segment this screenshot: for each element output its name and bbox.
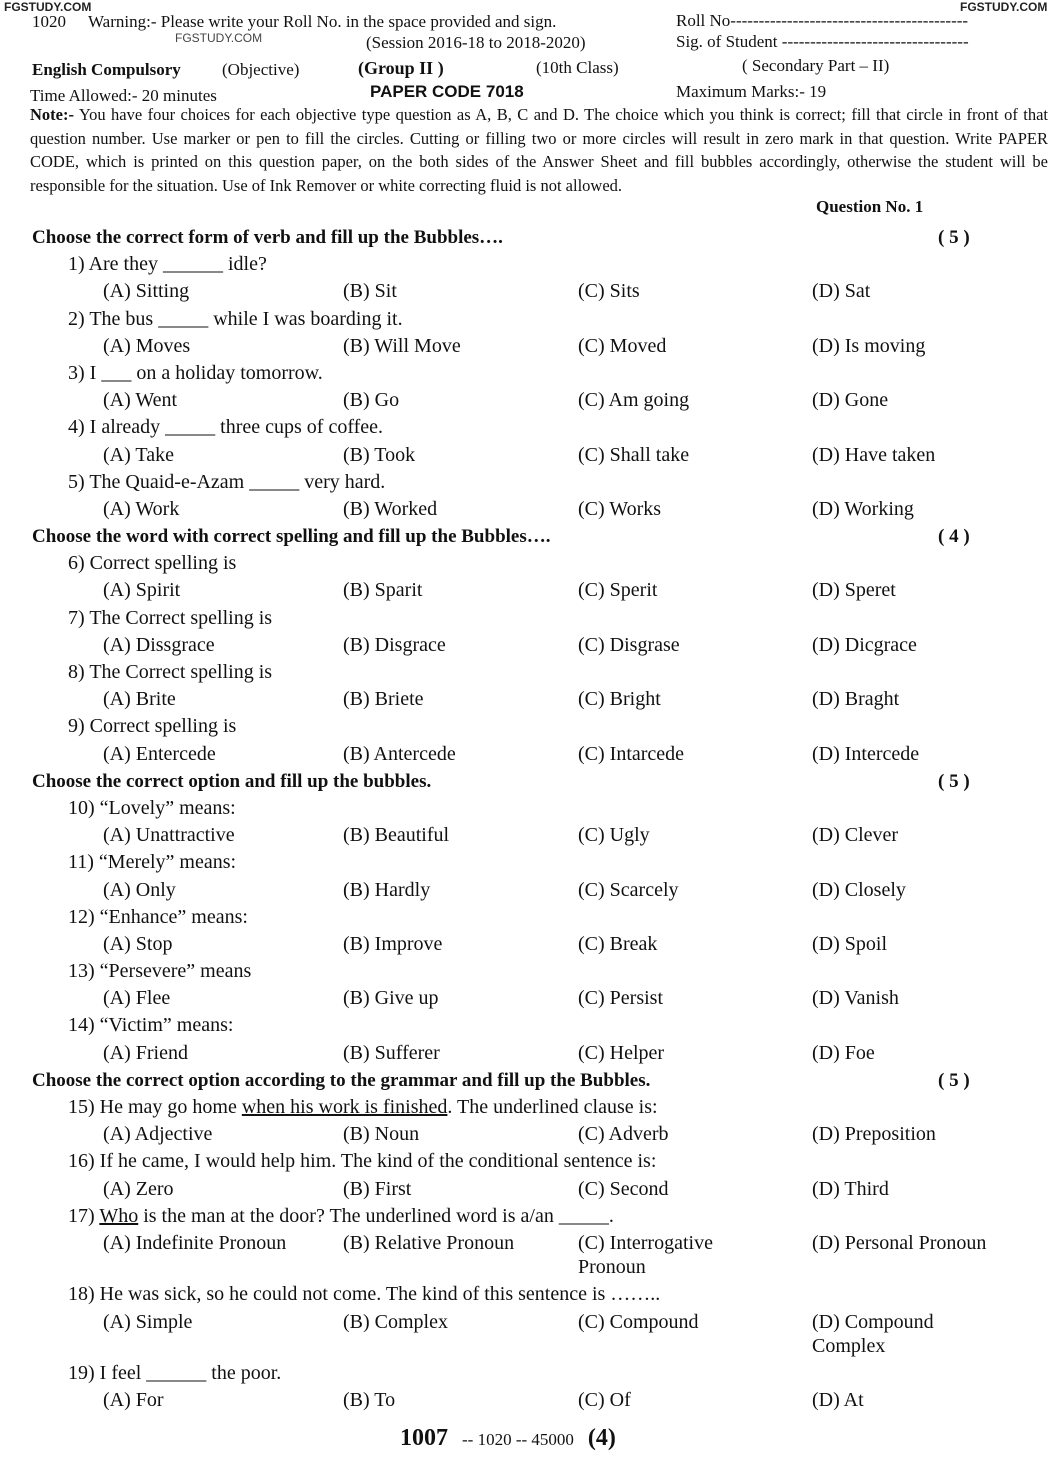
option[interactable]: (A) Moves [103, 334, 191, 357]
option[interactable]: (B) Hardly [343, 878, 431, 901]
option[interactable]: (A) Work [103, 497, 180, 520]
option[interactable]: (D) Speret [812, 579, 896, 602]
option[interactable]: (C) Interrogative [578, 1231, 713, 1254]
option[interactable]: (D) Intercede [812, 742, 920, 765]
section-heading [0, 224, 1059, 251]
signature-field[interactable]: Sig. of Student --------------------------------- [676, 32, 969, 51]
options-row [0, 822, 1059, 849]
question [0, 849, 1059, 876]
question-number: 18) [68, 1283, 95, 1306]
option[interactable]: (C) Bright [578, 688, 661, 711]
watermark: FGSTUDY.COM [4, 0, 92, 14]
option[interactable]: (D) Compound [812, 1310, 934, 1333]
question-text: I already _____ three cups of coffee. [89, 416, 384, 439]
question-text: “Merely” means: [98, 851, 237, 874]
option[interactable]: (C) Intarcede [578, 742, 685, 765]
question-text: I ___ on a holiday tomorrow. [89, 361, 323, 384]
question-text: Correct spelling is [89, 715, 237, 738]
footer-page: (4) [587, 1425, 616, 1451]
question [0, 1148, 1059, 1175]
section-heading [0, 768, 1059, 795]
question [0, 605, 1059, 632]
option[interactable]: (A) Adjective [103, 1123, 213, 1146]
option-continued: Complex [812, 1334, 886, 1357]
question [0, 360, 1059, 387]
section-marks: ( 5 ) [938, 1069, 970, 1091]
option[interactable]: (B) Beautiful [343, 824, 450, 847]
option[interactable]: (C) Of [578, 1389, 631, 1412]
underlined-text: Who [99, 1204, 139, 1227]
option[interactable]: (A) Stop [103, 932, 173, 955]
option[interactable]: (B) Disgrace [343, 633, 446, 656]
option[interactable]: (C) Shall take [578, 443, 690, 466]
option[interactable]: (B) First [343, 1177, 412, 1200]
underlined-text: when his work is finished [241, 1096, 448, 1118]
question-number: 14) [68, 1014, 95, 1037]
question [0, 1203, 1059, 1230]
option[interactable]: (A) Flee [103, 987, 171, 1010]
question [0, 904, 1059, 931]
question [0, 1094, 1059, 1121]
option[interactable]: (D) At [812, 1389, 864, 1412]
options-row [0, 577, 1059, 604]
question-number: 9) [68, 715, 85, 738]
question-number: 10) [68, 796, 95, 819]
question-number: 7) [68, 606, 85, 629]
question-text: The Correct spelling is [89, 661, 273, 683]
section-title: Choose the word with correct spelling and fill up the Bubbles…. [32, 526, 551, 548]
option[interactable]: (B) Relative Pronoun [343, 1231, 515, 1254]
footer-series: -- 1020 -- 45000 [462, 1430, 574, 1449]
options-row [0, 278, 1059, 305]
options-row [0, 1121, 1059, 1148]
section-title: Choose the correct option and fill up the bubbles. [32, 770, 432, 792]
question [0, 1281, 1059, 1308]
options-row [0, 442, 1059, 469]
option[interactable]: (B) Took [343, 443, 416, 466]
paper-type: (Objective) [222, 60, 300, 79]
section-marks: ( 5 ) [938, 770, 970, 792]
option[interactable]: (A) Dissgrace [103, 633, 215, 656]
option[interactable]: (C) Second [578, 1177, 669, 1200]
option[interactable]: (C) Helper [578, 1041, 665, 1064]
option[interactable]: (B) Sparit [343, 579, 423, 602]
question-number: 15) [68, 1096, 95, 1118]
option[interactable]: (A) For [103, 1389, 164, 1412]
paper-code: PAPER CODE 7018 [370, 82, 524, 101]
warning-text: Warning:- Please write your Roll No. in the space provided and sign. [88, 12, 557, 31]
options-row [0, 387, 1059, 414]
instructions-note [30, 103, 1048, 197]
question-number: Question No. 1 [816, 197, 924, 216]
question [0, 1012, 1059, 1039]
option[interactable]: (B) Go [343, 389, 400, 412]
section-marks: ( 4 ) [938, 526, 970, 548]
option-continued: Pronoun [578, 1256, 646, 1279]
question-number: 5) [68, 470, 85, 493]
option[interactable]: (B) Improve [343, 932, 443, 955]
option[interactable]: (A) Simple [103, 1310, 193, 1333]
question [0, 958, 1059, 985]
option[interactable]: (B) Worked [343, 497, 438, 520]
question [0, 469, 1059, 496]
footer-code: 1007 [400, 1425, 448, 1451]
question [0, 251, 1059, 278]
options-row [0, 1040, 1059, 1067]
option[interactable]: (D) Is moving [812, 334, 926, 357]
option[interactable]: (D) Vanish [812, 987, 899, 1010]
option[interactable]: (D) Clever [812, 824, 899, 847]
options-row [0, 1309, 1059, 1336]
subject: English Compulsory [32, 60, 181, 79]
question-number: 13) [68, 960, 95, 983]
option[interactable]: (D) Third [812, 1177, 889, 1200]
part: ( Secondary Part – II) [742, 56, 890, 75]
option[interactable]: (B) Sit [343, 280, 397, 303]
option[interactable]: (A) Went [103, 389, 178, 412]
option[interactable]: (A) Spirit [103, 579, 181, 602]
question-number: 16) [68, 1150, 95, 1173]
question-text: If he came, I would help him. The kind of the conditional sentence is: [99, 1150, 657, 1173]
option[interactable]: (B) Complex [343, 1310, 448, 1333]
option[interactable]: (C) Persist [578, 987, 663, 1010]
option[interactable]: (B) Briete [343, 688, 424, 711]
section-title: Choose the correct form of verb and fill up the Bubbles…. [32, 227, 503, 248]
option[interactable]: (D) Spoil [812, 932, 887, 955]
option[interactable]: (C) Ugly [578, 824, 650, 847]
option[interactable]: (D) Foe [812, 1041, 875, 1064]
option[interactable]: (A) Zero [103, 1177, 174, 1200]
question [0, 1360, 1059, 1387]
section-heading [0, 523, 1059, 550]
question-number: 6) [68, 552, 85, 575]
group: (Group II ) [358, 58, 444, 78]
question-number: 1) [68, 253, 85, 276]
options-row [0, 496, 1059, 523]
option[interactable]: (C) Works [578, 497, 662, 520]
option[interactable]: (C) Break [578, 932, 658, 955]
watermark: FGSTUDY.COM [175, 31, 263, 45]
question-text: The bus _____ while I was boarding it. [89, 307, 403, 330]
option[interactable]: (A) Sitting [103, 280, 190, 303]
option[interactable]: (D) Personal Pronoun [812, 1231, 987, 1254]
class: (10th Class) [536, 58, 619, 77]
option[interactable]: (A) Brite [103, 688, 176, 711]
section-heading [0, 1067, 1059, 1094]
options-row [0, 632, 1059, 659]
option[interactable]: (B) To [343, 1389, 396, 1412]
option[interactable]: (D) Braght [812, 688, 900, 711]
question [0, 414, 1059, 441]
question-text: He was sick, so he could not come. The kind of this sentence is …….. [99, 1283, 661, 1306]
options-row-continued [0, 1333, 1059, 1360]
options-row [0, 1230, 1059, 1257]
options-row-continued [0, 1254, 1059, 1281]
roll-no-field[interactable]: Roll No------------------------------------------ [676, 11, 969, 30]
watermark: FGSTUDY.COM [960, 0, 1048, 14]
questions-body [0, 224, 1059, 1414]
option[interactable]: (C) Compound [578, 1310, 699, 1333]
question-number: 17) [68, 1204, 95, 1227]
question-text: He may go home [99, 1096, 242, 1118]
session-text: (Session 2016-18 to 2018-2020) [366, 33, 586, 52]
option[interactable]: (A) Entercede [103, 742, 216, 765]
options-row [0, 333, 1059, 360]
option[interactable]: (B) Sufferer [343, 1041, 440, 1064]
option[interactable]: (C) Sperit [578, 579, 658, 602]
question-number: 12) [68, 905, 95, 928]
question [0, 550, 1059, 577]
option[interactable]: (D) Sat [812, 280, 871, 303]
option[interactable]: (B) Give up [343, 987, 439, 1010]
footer [400, 1425, 624, 1452]
option[interactable]: (A) Friend [103, 1041, 188, 1064]
question [0, 659, 1059, 686]
options-row [0, 985, 1059, 1012]
question-number: 11) [68, 851, 94, 874]
question-number: 2) [68, 307, 85, 330]
question [0, 795, 1059, 822]
option[interactable]: (D) Working [812, 497, 914, 520]
option[interactable]: (A) Indefinite Pronoun [103, 1231, 287, 1254]
question-text: Are they ______ idle? [88, 253, 267, 276]
note-text: You have four choices for each objective type question as A, B, C and D. The choice which you think is correct; fill that circle in front of that question number. Use marker or pen to fill the circles. Cutting or filling two or more circles will result in zero mark in that question. Write PAPER CODE, which is printed on this question paper, on the both sides of the Answer Sheet and fill bubbles accordingly, otherwise the student will be responsible for the situation. Use of Ink Remover or white correcting fluid is not allowed. [30, 105, 1049, 195]
question-text: The Correct spelling is [89, 606, 273, 629]
question-number: 3) [68, 361, 85, 384]
question-number: 8) [68, 661, 85, 683]
options-row [0, 1176, 1059, 1203]
option[interactable]: (A) Only [103, 878, 176, 901]
question-text: I feel ______ the poor. [99, 1361, 282, 1384]
options-row [0, 686, 1059, 713]
question-text: Correct spelling is [89, 552, 237, 575]
option[interactable]: (D) Preposition [812, 1123, 936, 1146]
option[interactable]: (C) Moved [578, 334, 667, 357]
section-title: Choose the correct option according to the grammar and fill up the Bubbles. [32, 1069, 651, 1091]
option[interactable]: (C) Sits [578, 280, 640, 303]
question-text: . The underlined clause is: [447, 1096, 658, 1118]
time-allowed: Time Allowed:- 20 minutes [30, 86, 217, 105]
options-row [0, 931, 1059, 958]
paper-serial: 1020 [32, 12, 66, 31]
option[interactable]: (D) Dicgrace [812, 633, 917, 656]
option[interactable]: (C) Adverb [578, 1123, 669, 1146]
options-row [0, 877, 1059, 904]
option[interactable]: (B) Noun [343, 1123, 420, 1146]
question [0, 713, 1059, 740]
question-text: The Quaid-e-Azam _____ very hard. [89, 470, 386, 493]
question-text: “Victim” means: [99, 1014, 234, 1037]
question-number: 19) [68, 1361, 95, 1384]
option[interactable]: (A) Unattractive [103, 824, 235, 847]
option[interactable]: (C) Am going [578, 389, 690, 412]
section-marks: ( 5 ) [938, 227, 970, 248]
options-row [0, 741, 1059, 768]
options-row [0, 1387, 1059, 1414]
option[interactable]: (D) Gone [812, 389, 889, 412]
question-text: “Enhance” means: [99, 905, 248, 928]
question-text: “Persevere” means [99, 960, 252, 983]
option[interactable]: (A) Take [103, 443, 174, 466]
option[interactable]: (C) Scarcely [578, 878, 679, 901]
option[interactable]: (B) Antercede [343, 742, 456, 765]
option[interactable]: (D) Have taken [812, 443, 936, 466]
question-text: “Lovely” means: [99, 796, 236, 819]
option[interactable]: (C) Disgrase [578, 633, 680, 656]
question-number: 4) [68, 416, 85, 439]
note-label: Note:- [30, 105, 74, 124]
option[interactable]: (D) Closely [812, 878, 906, 901]
max-marks: Maximum Marks:- 19 [676, 82, 827, 101]
option[interactable]: (B) Will Move [343, 334, 461, 357]
question-text: is the man at the door? The underlined word is a/an _____. [138, 1204, 614, 1227]
question [0, 306, 1059, 333]
